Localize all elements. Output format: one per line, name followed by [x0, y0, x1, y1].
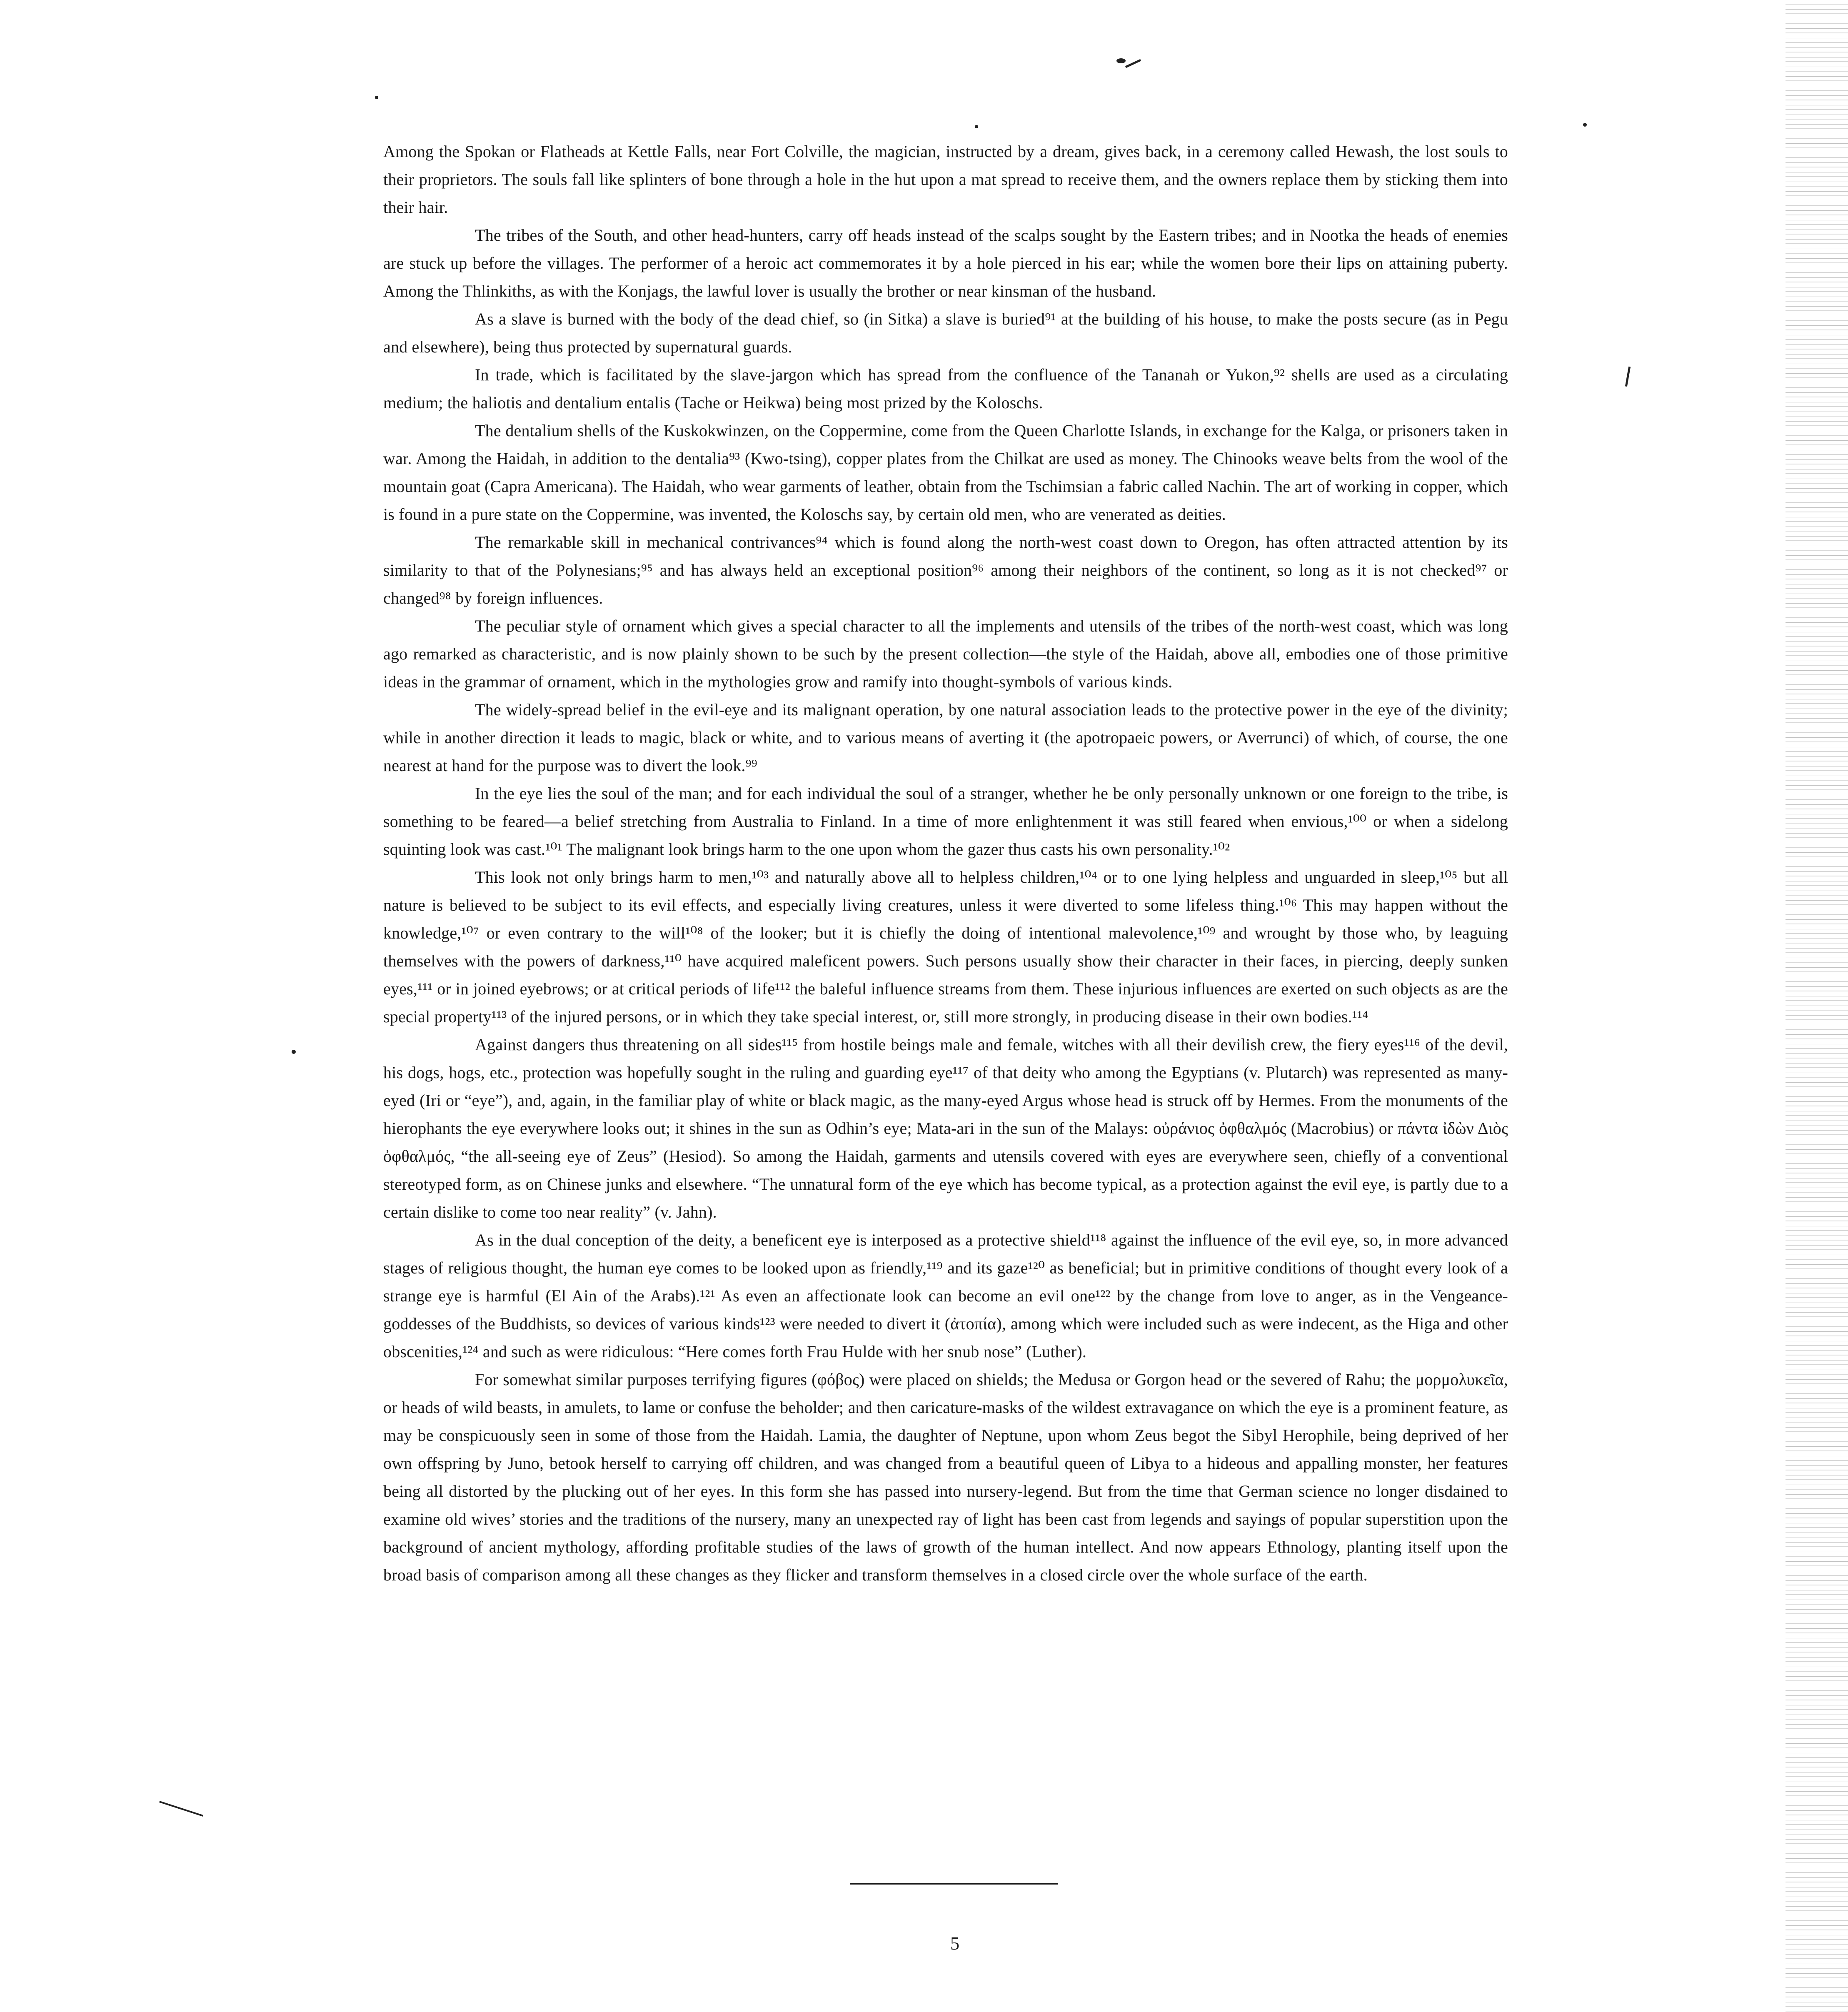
paragraph: This look not only brings harm to men,¹⁰³ and naturally above all to helpless children,¹⁰⁴ or to one lying helpless and unguarded in sleep,¹⁰⁵ but all nature is believed to be subject to its evil effects, and especially living creatures, unless it were diverted to some lifeless thing.¹⁰⁶ This may happen without the knowledge,¹⁰⁷ or even contrary to the will¹⁰⁸ of the looker; but it is chiefly the doing of intentional malevolence,¹⁰⁹ and wrought by those who, by leaguing themselves with the powers of darkness,¹¹⁰ have acquired maleficent powers. Such persons usually show their character in their faces, in piercing, deeply sunken eyes,¹¹¹ or in joined eyebrows; or at critical periods of life¹¹² the baleful influence streams from them. These injurious influences are exerted on such objects as are the special property¹¹³ of the injured persons, or in which they take special interest, or, still more strongly, in producing disease in their own bodies.¹¹⁴ — [383, 868, 1508, 1026]
scan-speck — [292, 1050, 296, 1054]
scanned-page-edge — [1786, 0, 1848, 2012]
paragraph: The dentalium shells of the Kuskokwinzen, on the Coppermine, come from the Queen Charlotte Islands, in exchange for the Kalga, or prisoners taken in war. Among the Haidah, in addition to the dentalia⁹³ (Kwo-tsing), copper plates from the Chilkat are used as money. The Chinooks weave belts from the wool of the mountain goat (Capra Americana). The Haidah, who wear garments of leather, obtain from the Tschimsian a fabric called Nachin. The art of working in copper, which is found in a pure state on the Coppermine, was invented, the Koloschs say, by certain old men, who are venerated as deities. — [383, 421, 1508, 524]
scan-mark — [1125, 59, 1141, 68]
paragraph: Among the Spokan or Flatheads at Kettle Falls, near Fort Colville, the magician, instructed by a dream, gives back, in a ceremony called Hewash, the lost souls to their proprietors. The souls fall like splinters of bone through a hole in the hut upon a mat spread to receive them, and the owners replace them by sticking them into their hair. — [383, 142, 1508, 217]
paragraph: The peculiar style of ornament which gives a special character to all the implements and utensils of the tribes of the north-west coast, which was long ago remarked as characteristic, and is now plainly shown to be such by the present collection—the style of the Haidah, above all, embodies one of those primitive ideas in the grammar of ornament, which in the mythologies grow and ramify into thought-symbols of various kinds. — [383, 617, 1508, 691]
scan-mark — [159, 1801, 203, 1817]
scan-speck — [1583, 123, 1587, 127]
paragraph: The widely-spread belief in the evil-eye and its malignant operation, by one natural association leads to the protective power in the eye of the divinity; while in another direction it leads to magic, black or white, and to various means of averting it (the apotropaeic powers, or Averrunci) of which, of course, the one nearest at hand for the purpose was to divert the look.⁹⁹ — [383, 700, 1508, 775]
scan-mark — [1625, 367, 1631, 387]
scan-speck — [375, 96, 378, 99]
scan-speck — [975, 125, 978, 128]
paragraph: In the eye lies the soul of the man; and for each individual the soul of a stranger, whether he be only personally unknown or one foreign to the tribe, is something to be feared—a belief stretching from Australia to Finland. In a time of more enlightenment it was still feared when envious,¹⁰⁰ or when a sidelong squinting look was cast.¹⁰¹ The malignant look brings harm to the one upon whom the gazer thus casts his own personality.¹⁰² — [383, 784, 1508, 859]
footer-rule — [850, 1883, 1058, 1885]
page-number: 5 — [950, 1933, 959, 1954]
paragraph: For somewhat similar purposes terrifying figures (φόβος) were placed on shields; the Medusa or Gorgon head or the severed of Rahu; the μορμολυκεῖα, or heads of wild beasts, in amulets, to lame or confuse the beholder; and then caricature-masks of the wildest extravagance on which the eye is a prominent feature, as may be conspicuously seen in some of those from the Haidah. Lamia, the daughter of Neptune, upon whom Zeus begot the Sibyl Herophile, being deprived of her own offspring by Juno, betook herself to carrying off children, and was changed from a beautiful queen of Libya to a hideous and appalling monster, her features being all distorted by the plucking out of her eyes. In this form she has passed into nursery-legend. But from the time that German science no longer disdained to examine old wives’ stories and the traditions of the nursery, many an unexpected ray of light has been cast from legends and sayings of popular superstition upon the background of ancient mythology, affording profitable studies of the laws of growth of the human intellect. And now appears Ethnology, planting itself upon the broad basis of comparison among all these changes as they flicker and transform themselves in a closed circle over the whole surface of the earth. — [383, 1370, 1508, 1584]
paragraph: As in the dual conception of the deity, a beneficent eye is interposed as a protective shield¹¹⁸ against the influence of the evil eye, so, in more advanced stages of religious thought, the human eye comes to be looked upon as friendly,¹¹⁹ and its gaze¹²⁰ as beneficial; but in primitive conditions of thought every look of a strange eye is harmful (El Ain of the Arabs).¹²¹ As even an affectionate look can become an evil one¹²² by the change from love to anger, as in the Vengeance-goddesses of the Buddhists, so devices of various kinds¹²³ were needed to divert it (ἀτοπία), among which were included such as were indecent, as the Higa and other obscenities,¹²⁴ and such as were ridiculous: “Here comes forth Frau Hulde with her snub nose” (Luther). — [383, 1231, 1508, 1361]
scan-speck — [1116, 58, 1126, 63]
paragraph: Against dangers thus threatening on all sides¹¹⁵ from hostile beings male and female, witches with all their devilish crew, the fiery eyes¹¹⁶ of the devil, his dogs, hogs, etc., protection was hopefully sought in the ruling and guarding eye¹¹⁷ of that deity who among the Egyptians (v. Plutarch) was represented as many-eyed (Iri or “eye”), and, again, in the familiar play of white or black magic, as the many-eyed Argus whose head is struck off by Hermes. From the monuments of the hierophants the eye everywhere looks out; it shines in the sun as Odhin’s eye; Mata-ari in the sun of the Malays: οὐράνιος ὀφθαλμός (Macrobius) or πάντα ἰδὼν Διὸς ὀφθαλμός, “the all-seeing eye of Zeus” (Hesiod). So among the Haidah, garments and utensils covered with eyes are everywhere seen, chiefly of a conventional stereotyped form, as on Chinese junks and elsewhere. “The unnatural form of the eye which has become typical, as a protection against the evil eye, is partly due to a certain dislike to come too near reality” (v. Jahn). — [383, 1035, 1508, 1221]
paragraph: The tribes of the South, and other head-hunters, carry off heads instead of the scalps sought by the Eastern tribes; and in Nootka the heads of enemies are stuck up before the villages. The performer of a heroic act commemorates it by a hole pierced in his ear; while the women bore their lips on attaining puberty. Among the Thlinkiths, as with the Konjags, the lawful lover is usually the brother or near kinsman of the husband. — [383, 226, 1508, 300]
paragraph: In trade, which is facilitated by the slave-jargon which has spread from the confluence of the Tananah or Yukon,⁹² shells are used as a circulating medium; the haliotis and dentalium entalis (Tache or Heikwa) being most prized by the Koloschs. — [383, 365, 1508, 412]
paragraph: As a slave is burned with the body of the dead chief, so (in Sitka) a slave is buried⁹¹ at the building of his house, to make the posts secure (as in Pegu and elsewhere), being thus protected by supernatural guards. — [383, 310, 1508, 356]
paragraph: The remarkable skill in mechanical contrivances⁹⁴ which is found along the north-west coast down to Oregon, has often attracted attention by its similarity to that of the Polynesians;⁹⁵ and has always held an exceptional position⁹⁶ among their neighbors of the continent, so long as it is not checked⁹⁷ or changed⁹⁸ by foreign influences. — [383, 533, 1508, 607]
article-body — [383, 137, 1508, 1589]
